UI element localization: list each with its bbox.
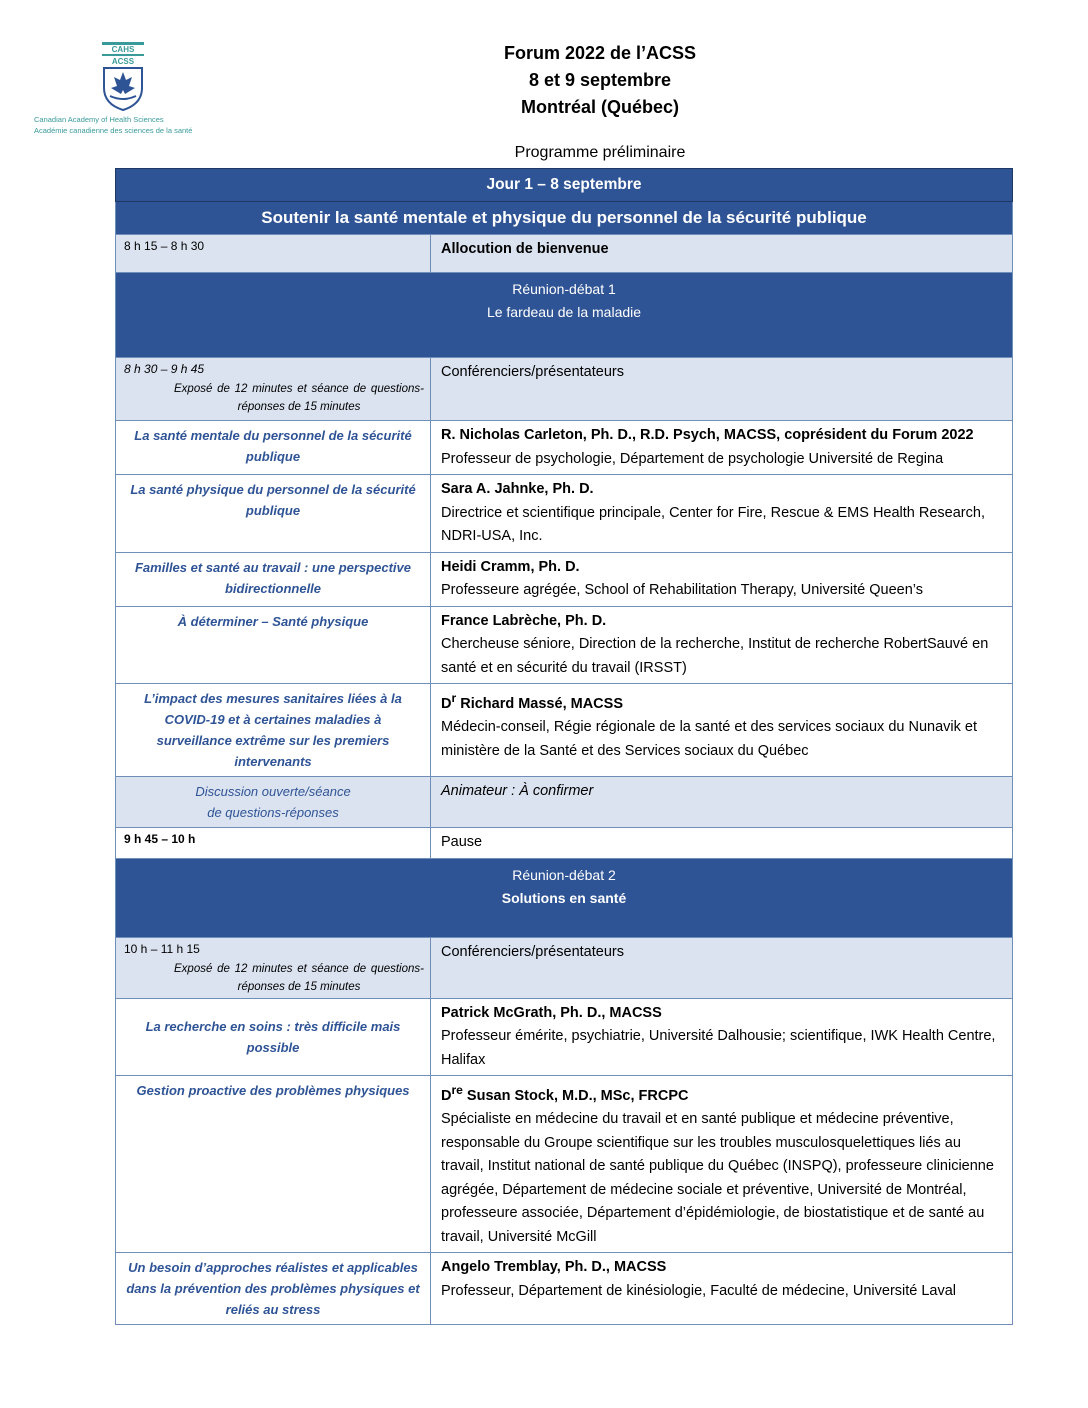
panel2-title: Réunion-débat 2 (512, 866, 616, 883)
speaker-role: Professeur émérite, psychiatrie, Université Dalhousie; scientifique, IWK Health Centre, Halifax (441, 1028, 996, 1068)
speaker-name: France Labrèche, Ph. D. (441, 612, 607, 629)
speaker-name: Patrick McGrath, Ph. D., MACSS (441, 1004, 662, 1021)
break-row (116, 828, 1013, 859)
talk-topic: L’impact des mesures sanitaires liées à la COVID-19 et à certaines maladies à surveillance extrême sur les premiers intervenants (116, 684, 431, 777)
panel1-title: Réunion-débat 1 (512, 281, 616, 297)
talk-topic: La santé physique du personnel de la sécurité publique (116, 475, 431, 553)
discussion-label-1: Discussion ouverte/séance (195, 784, 351, 799)
panel2-header (116, 858, 1013, 937)
panel1-format: Exposé de 12 minutes et séance de questions-réponses de 15 minutes (174, 383, 424, 413)
speaker-name: R. Nicholas Carleton, Ph. D., R.D. Psych, MACSS, coprésident du Forum 2022 (441, 427, 974, 443)
svg-text:CAHS: CAHS (111, 45, 135, 54)
discussion-row (116, 777, 1013, 828)
speaker-role: Professeure agrégée, School of Rehabilitation Therapy, Université Queen’s (441, 582, 924, 598)
welcome-row (116, 235, 1013, 273)
cahs-shield-icon (100, 40, 146, 112)
panel2-time-row (116, 937, 1013, 998)
table-row (116, 552, 1013, 606)
table-row (116, 998, 1013, 1076)
panel2-time: 10 h – 11 h 15 (124, 941, 200, 956)
talk-topic: Gestion proactive des problèmes physiques (116, 1076, 431, 1253)
panel2-format: Exposé de 12 minutes et séance de questions-réponses de 15 minutes (174, 962, 424, 993)
talk-topic: Un besoin d’approches réalistes et applicables dans la prévention des problèmes physiques et reliés au stress (116, 1253, 431, 1325)
speaker-role: Directrice et scientifique principale, Center for Fire, Rescue & EMS Health Research, NDRI-USA, Inc. (441, 504, 985, 544)
panel1-speakers-label: Conférenciers/présentateurs (431, 358, 1013, 421)
talk-topic: Familles et santé au travail : une perspective bidirectionnelle (116, 552, 431, 606)
speaker-name: Sara A. Jahnke, Ph. D. (441, 481, 594, 497)
day-title: Jour 1 – 8 septembre (116, 169, 1013, 202)
table-row (116, 421, 1013, 475)
table-row (116, 475, 1013, 553)
discussion-moderator: Animateur : À confirmer (431, 777, 1013, 828)
speaker-role: Médecin-conseil, Régie régionale de la santé et des services sociaux du Nunavik et ministère de la Santé et des Services sociaux du Québec (441, 719, 977, 759)
talk-topic: À déterminer – Santé physique (116, 606, 431, 684)
panel1-time-row (116, 358, 1013, 421)
welcome-label: Allocution de bienvenue (431, 235, 1013, 273)
welcome-time: 8 h 15 – 8 h 30 (116, 235, 431, 273)
panel1-time: 8 h 30 – 9 h 45 (124, 362, 205, 376)
program-label: Programme préliminaire (514, 144, 686, 161)
table-row (116, 1076, 1013, 1253)
header-location: Montréal (Québec) (520, 97, 680, 117)
header-title: Forum 2022 de l’ACSS (503, 43, 697, 63)
speaker-name: Dre Susan Stock, M.D., MSc, FRCPC (441, 1083, 689, 1104)
logo-french-name: Académie canadienne des sciences de la santé (34, 126, 193, 135)
speaker-role: Spécialiste en médecine du travail et en santé publique et médecine préventive, responsable du Groupe scientifique sur les troubles musculosquelettiques liés au travail, Institut national de santé publique du Québec (INSPQ), professeure clinicienne agrégée, Département de médecine sociale et préventive, Université de Montréal, professeure associée, Département d’épidémiologie, de biostatistique et de santé au travail, Université McGill (441, 1111, 994, 1245)
svg-text:ACSS: ACSS (111, 57, 135, 66)
speaker-role: Professeur de psychologie, Département de psychologie Université de Regina (441, 450, 944, 467)
document-header (400, 40, 800, 121)
speaker-role: Professeur, Département de kinésiologie, Faculté de médecine, Université Laval (441, 1282, 957, 1299)
table-row (116, 606, 1013, 684)
table-row (116, 1253, 1013, 1325)
speaker-name: Heidi Cramm, Ph. D. (441, 558, 580, 575)
header-dates: 8 et 9 septembre (528, 70, 672, 90)
speaker-role: Chercheuse séniore, Direction de la recherche, Institut de recherche RobertSauvé en santé et en sécurité du travail (IRSST) (441, 636, 989, 676)
talk-topic: La recherche en soins : très difficile mais possible (116, 998, 431, 1076)
panel2-speakers-label: Conférenciers/présentateurs (431, 937, 1013, 998)
table-row (116, 684, 1013, 777)
theme-title: Soutenir la santé mentale et physique du personnel de la sécurité publique (116, 202, 1013, 235)
logo-english-name: Canadian Academy of Health Sciences (34, 115, 164, 124)
speaker-name: $D^r$ Richard Massé, MACSS (441, 691, 623, 712)
speaker-name: Angelo Tremblay, Ph. D., MACSS (441, 1259, 667, 1276)
discussion-label-2: de questions-réponses (207, 805, 339, 820)
break-time: 9 h 45 – 10 h (116, 828, 431, 859)
break-label: Pause (431, 828, 1013, 859)
panel2-subtitle: Solutions en santé (501, 889, 627, 906)
panel1-header (116, 273, 1013, 358)
talk-topic: La santé mentale du personnel de la sécurité publique (116, 421, 431, 475)
schedule-table (115, 168, 1013, 1325)
panel1-subtitle: Le fardeau de la maladie (486, 304, 642, 320)
